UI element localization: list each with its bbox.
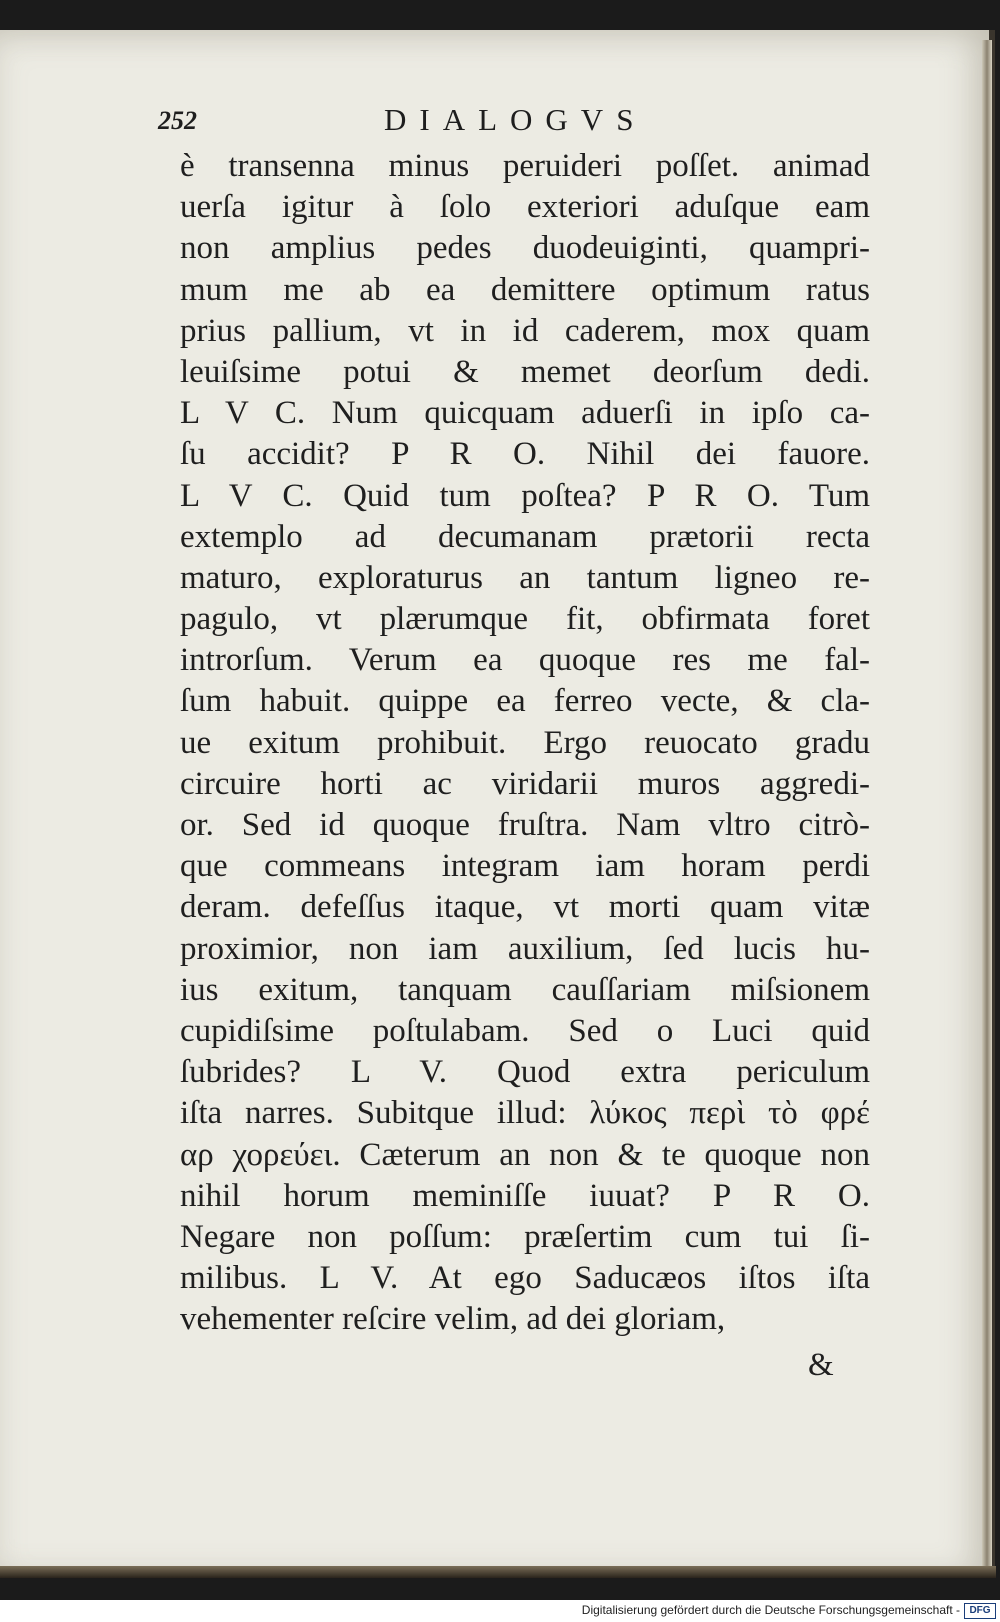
text-line: ſum habuit. quippe ea ferreo vecte, & cla- (180, 683, 870, 720)
text-line: mum me ab ea demittere optimum ratus (180, 271, 870, 308)
digitization-footer (0, 1600, 1000, 1622)
text-line: ſubrides? L V. Quod extra periculum (180, 1054, 870, 1091)
text-line: nihil horum meminiſſe iuuat? P R O. (180, 1177, 870, 1214)
text-line: extemplo ad decumanam prætorii recta (180, 518, 870, 555)
text-line: Negare non poſſum: præſertim cum tui ſi- (180, 1218, 870, 1255)
text-line: vehementer reſcire velim, ad dei gloriam, (180, 1301, 726, 1338)
text-line: iſta narres. Subitque illud: λύκος περὶ τὸ φρέ (180, 1095, 870, 1132)
text-line: αρ χορεύει. Cæterum an non & te quoque non (180, 1136, 870, 1173)
text-line: uerſa igitur à ſolo exteriori aduſque eam (180, 189, 870, 226)
text-line: pagulo, vt plærumque fit, obfirmata foret (180, 601, 870, 638)
text-line: è transenna minus peruideri poſſet. animad (180, 148, 870, 184)
text-line: que commeans integram iam horam perdi (180, 848, 870, 885)
text-line: deram. defeſſus itaque, vt morti quam vitæ (180, 889, 870, 926)
page-number: 252 (158, 106, 197, 135)
text-line: ue exitum prohibuit. Ergo reuocato gradu (180, 724, 870, 761)
text-line: prius pallium, vt in id caderem, mox quam (180, 312, 870, 349)
body-text (180, 146, 900, 1340)
text-line: circuire horti ac viridarii muros aggredi- (180, 765, 870, 802)
page-fore-edge (982, 40, 992, 1570)
dfg-logo: DFG (964, 1603, 996, 1619)
text-line: L V C. Quid tum poſtea? P R O. Tum (180, 477, 870, 514)
text-line: milibus. L V. At ego Saducæos iſtos iſta (180, 1260, 870, 1297)
page-bottom-edge (0, 1566, 996, 1578)
text-line: cupidiſsime poſtulabam. Sed o Luci quid (180, 1012, 870, 1049)
text-line: proximior, non iam auxilium, ſed lucis hu- (180, 930, 870, 967)
catchword: & (808, 1347, 834, 1383)
text-line: ius exitum, tanquam cauſſariam miſsionem (180, 971, 870, 1008)
text-line: or. Sed id quoque fruſtra. Nam vltro citrò- (180, 807, 870, 843)
funding-credit: Digitalisierung gefördert durch die Deutsche Forschungsgemeinschaft - (581, 1603, 960, 1617)
running-head (158, 102, 678, 142)
text-line: ſu accidit? P R O. Nihil dei fauore. (180, 436, 870, 473)
text-line: non amplius pedes duodeuiginti, quampri- (180, 230, 870, 267)
running-title: DIALOGVS (384, 102, 647, 137)
text-line: L V C. Num quicquam aduerſi in ipſo ca- (180, 395, 870, 432)
text-line: leuiſsime potui & memet deorſum dedi. (180, 353, 870, 390)
text-line: maturo, exploraturus an tantum ligneo re- (180, 559, 870, 596)
text-line: introrſum. Verum ea quoque res me fal- (180, 642, 870, 679)
